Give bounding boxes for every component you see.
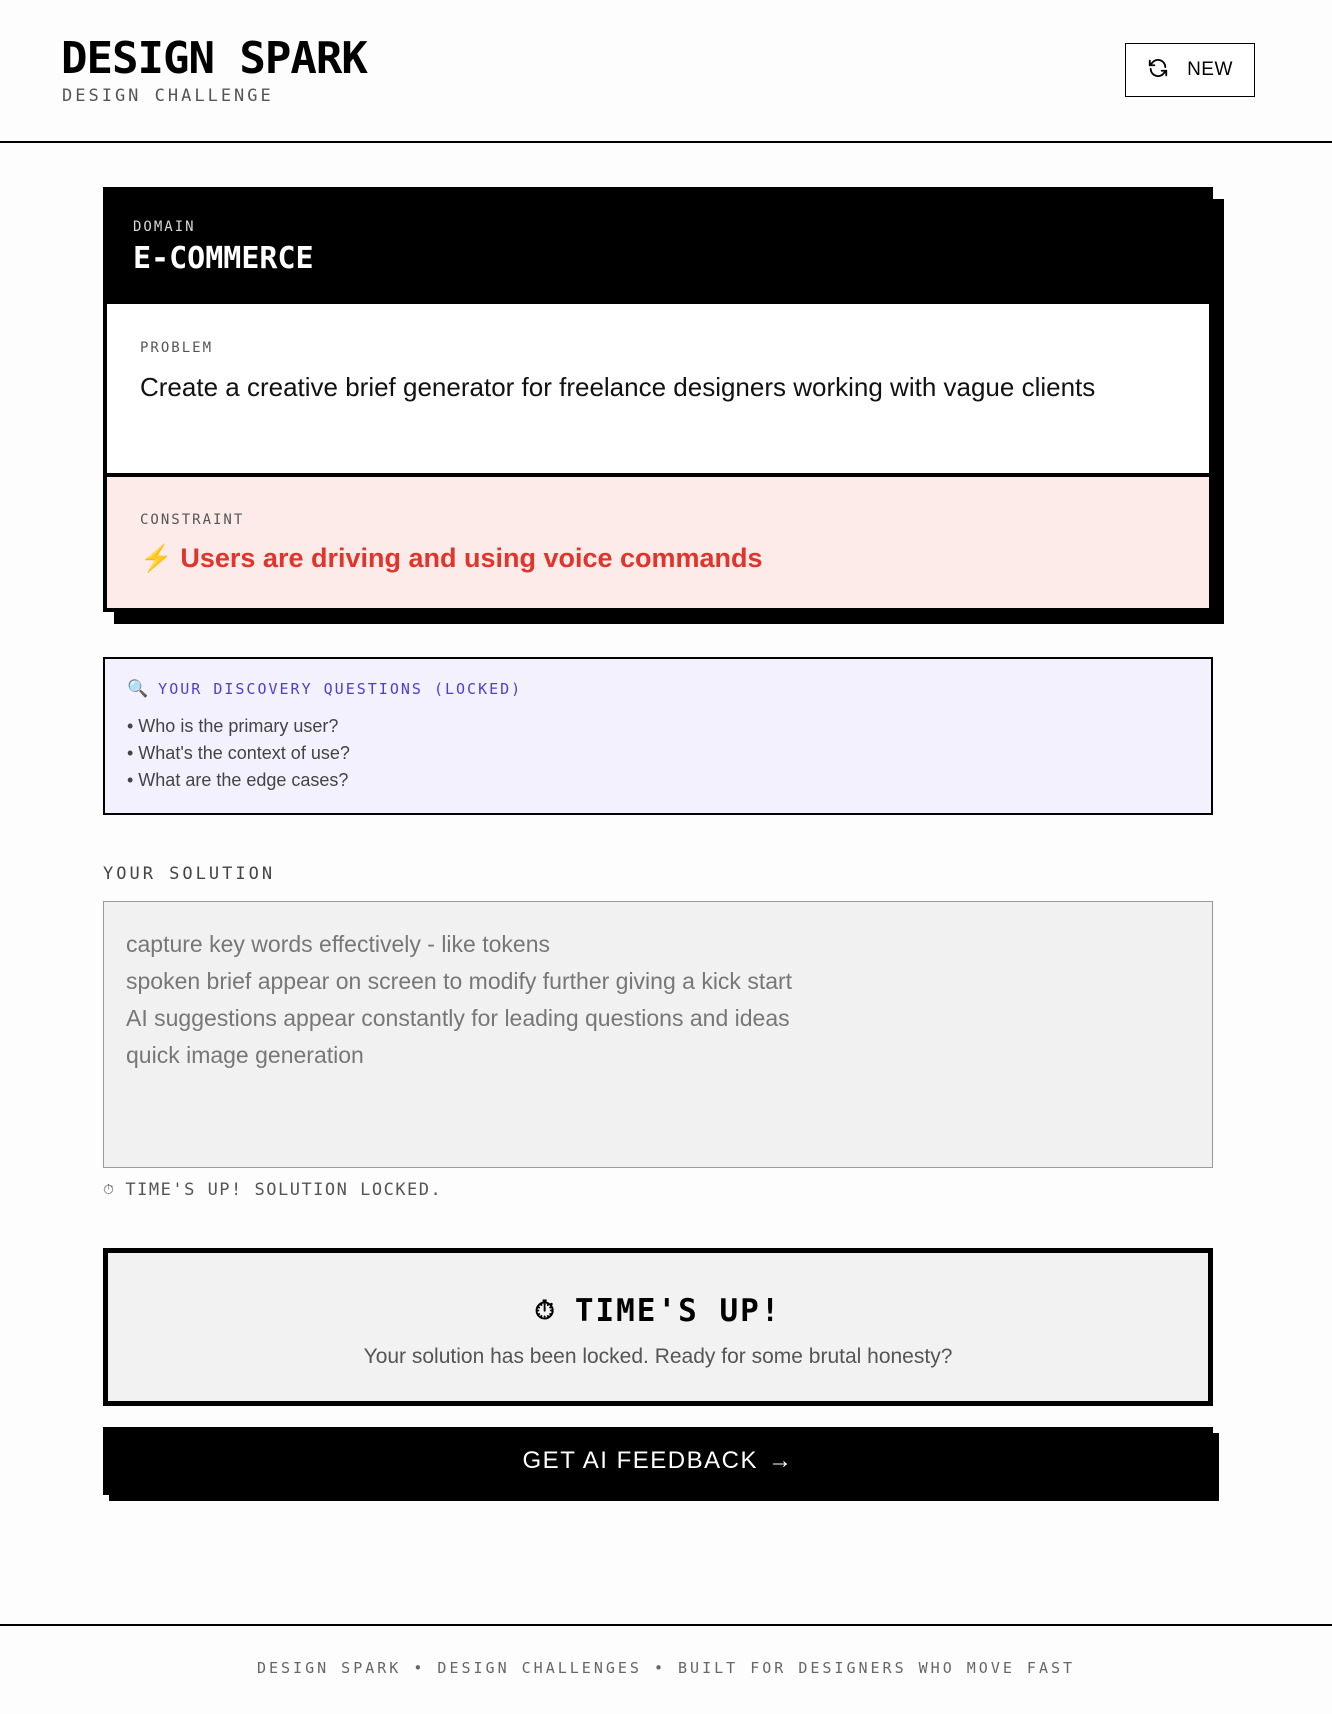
solution-textarea[interactable]	[103, 901, 1213, 1168]
get-ai-feedback-button[interactable]	[103, 1427, 1213, 1495]
feedback-button-label: GET AI FEEDBACK	[522, 1447, 758, 1474]
solution-line: AI suggestions appear constantly for leading questions and ideas	[126, 1005, 790, 1031]
page-footer	[0, 1624, 1332, 1714]
discovery-question: • Who is the primary user?	[127, 716, 339, 736]
discovery-questions-panel	[103, 657, 1213, 815]
problem-label: PROBLEM	[140, 340, 214, 356]
refresh-icon	[1147, 57, 1169, 84]
app-header	[0, 0, 1332, 143]
constraint-text: Users are driving and using voice commands	[180, 543, 763, 573]
lightning-icon: ⚡	[140, 543, 173, 573]
stopwatch-icon: ⏱	[103, 1182, 116, 1198]
magnifier-icon: 🔍	[127, 679, 149, 698]
discovery-question-list	[127, 713, 350, 794]
solution-locked-note	[103, 1180, 442, 1200]
footer-text: DESIGN SPARK • DESIGN CHALLENGES • BUILT FOR DESIGNERS WHO MOVE FAST	[256, 1659, 1076, 1677]
solution-label: YOUR SOLUTION	[103, 864, 276, 884]
arrow-right-icon: →	[767, 1447, 794, 1474]
domain-value: E-COMMERCE	[133, 241, 314, 276]
problem-section	[107, 304, 1209, 475]
domain-label: DOMAIN	[133, 219, 196, 235]
discovery-title: YOUR DISCOVERY QUESTIONS (LOCKED)	[158, 680, 523, 698]
solution-line: quick image generation	[126, 1042, 364, 1068]
solution-line: spoken brief appear on screen to modify further giving a kick start	[126, 968, 793, 994]
challenge-card	[103, 187, 1213, 612]
times-up-panel	[103, 1248, 1213, 1406]
constraint-row	[140, 543, 763, 574]
discovery-question: • What's the context of use?	[127, 743, 350, 763]
solution-line: capture key words effectively - like tokens	[126, 931, 550, 957]
locked-note-text: TIME'S UP! SOLUTION LOCKED.	[125, 1180, 443, 1200]
new-button-label: NEW	[1187, 59, 1233, 80]
times-up-title: TIME'S UP!	[574, 1293, 782, 1329]
discovery-question: • What are the edge cases?	[127, 770, 349, 790]
new-challenge-button[interactable]	[1125, 43, 1255, 97]
constraint-section	[107, 477, 1209, 608]
app-subtitle: DESIGN CHALLENGE	[62, 86, 274, 106]
problem-text: Create a creative brief generator for freelance designers working with vague clients	[140, 372, 1096, 402]
times-up-heading	[108, 1293, 1208, 1329]
discovery-header	[127, 679, 522, 699]
stopwatch-icon: ⏱	[534, 1295, 557, 1326]
times-up-message: Your solution has been locked. Ready for some brutal honesty?	[363, 1345, 953, 1368]
constraint-label: CONSTRAINT	[140, 512, 245, 528]
app-title: DESIGN SPARK	[61, 33, 367, 84]
